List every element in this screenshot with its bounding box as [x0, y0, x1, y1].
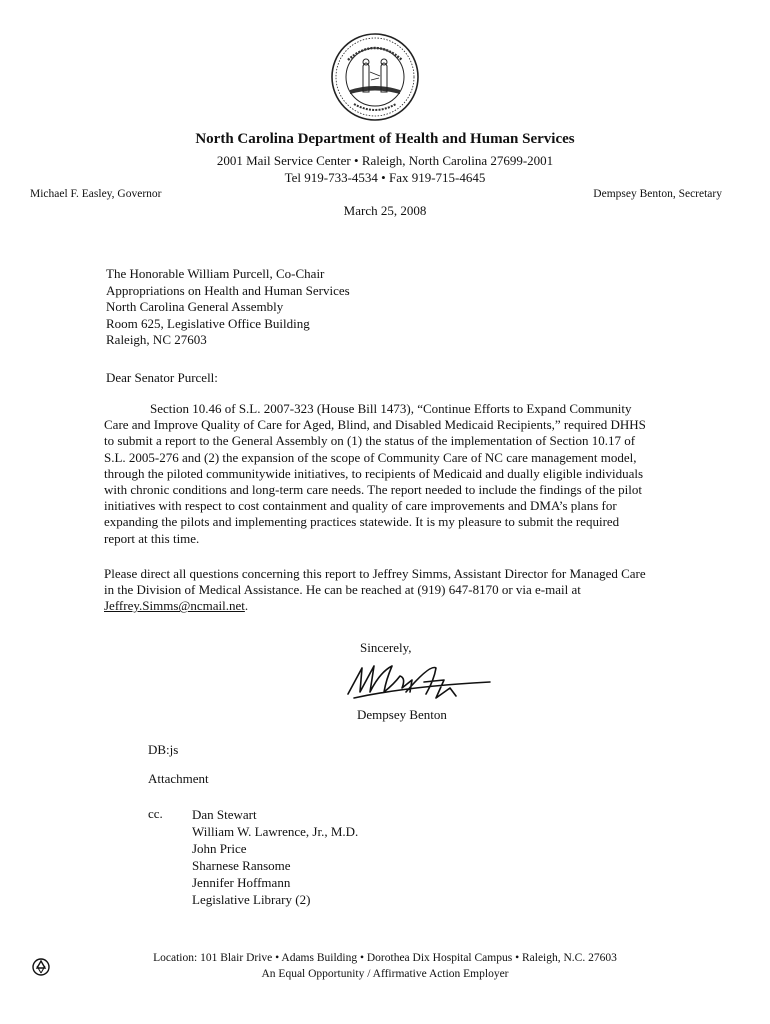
- recipient-line: The Honorable William Purcell, Co-Chair: [106, 266, 325, 281]
- cc-recipient: Sharnese Ransome: [192, 858, 291, 873]
- letterhead-address: [0, 152, 770, 186]
- governor-name: Michael F. Easley, Governor: [30, 188, 162, 200]
- cc-label: cc.: [148, 806, 163, 821]
- address-line: 2001 Mail Service Center • Raleigh, North Carolina 27699-2001: [216, 153, 554, 168]
- email-link[interactable]: Jeffrey.Simms@ncmail.net: [104, 598, 245, 614]
- recipient-line: Raleigh, NC 27603: [106, 332, 207, 347]
- body-paragraph-1: Section 10.46 of S.L. 2007-323 (House Bill 1473), “Continue Efforts to Expand Community Care and Improve Quality of Care for Aged, Blind, and Disabled Medicaid Recipients,” required DHHS to submit a report to the General Assembly on (1) the status of the implementation of Section 10.17 of S.L. 2005-276 and (2) the expansion of the scope of Community Care of NC care management model, through the piloted communitywide initiatives, to recipients of Medicaid and dually eligible individuals with chronic conditions and long-term care needs. The report needed to include the findings of the pilot initiatives with respect to cost containment and quality of care improvements and DMA’s plans for expanding the pilots and implementing practices statewide. It is my pleasure to submit the required report at this time.: [104, 401, 646, 546]
- recipient-address: [106, 266, 350, 349]
- typist-initials: DB:js: [148, 742, 179, 757]
- cc-recipient: Jennifer Hoffmann: [192, 875, 291, 890]
- cc-recipient: William W. Lawrence, Jr., M.D.: [192, 824, 359, 839]
- recipient-line: North Carolina General Assembly: [106, 299, 284, 314]
- recipient-line: Room 625, Legislative Office Building: [106, 315, 310, 331]
- state-seal-icon: [330, 32, 420, 122]
- body-paragraph-2: [104, 566, 652, 615]
- letter-date: March 25, 2008: [343, 203, 427, 218]
- handwritten-signature-icon: [340, 658, 500, 704]
- valediction: Sincerely,: [360, 640, 412, 655]
- paragraph-2-end: .: [244, 598, 249, 614]
- contact-line: Tel 919-733-4534 • Fax 919-715-4645: [284, 170, 486, 185]
- attachment-note: Attachment: [148, 771, 209, 786]
- organization-name: North Carolina Department of Health and Human Services: [195, 131, 575, 147]
- recipient-line: Appropriations on Health and Human Services: [106, 282, 350, 298]
- footer-location: Location: 101 Blair Drive • Adams Building • Dorothea Dix Hospital Campus • Raleigh, N.C. 27603: [153, 952, 617, 964]
- footer-employer: An Equal Opportunity / Affirmative Action Employer: [261, 968, 509, 980]
- cc-list: [192, 806, 358, 908]
- signer-name: Dempsey Benton: [357, 707, 447, 722]
- cc-recipient: Dan Stewart: [192, 807, 257, 822]
- paragraph-2-text: Please direct all questions concerning this report to Jeffrey Simms, Assistant Director for Managed Care in the Division of Medical Assistance. He can be reached at (919) 647-8170 or via e-mail at: [104, 566, 646, 598]
- footer: [0, 950, 770, 982]
- cc-recipient: John Price: [192, 841, 247, 856]
- secretary-name: Dempsey Benton, Secretary: [593, 188, 722, 200]
- salutation: Dear Senator Purcell:: [106, 370, 218, 385]
- cc-recipient: Legislative Library (2): [192, 892, 311, 907]
